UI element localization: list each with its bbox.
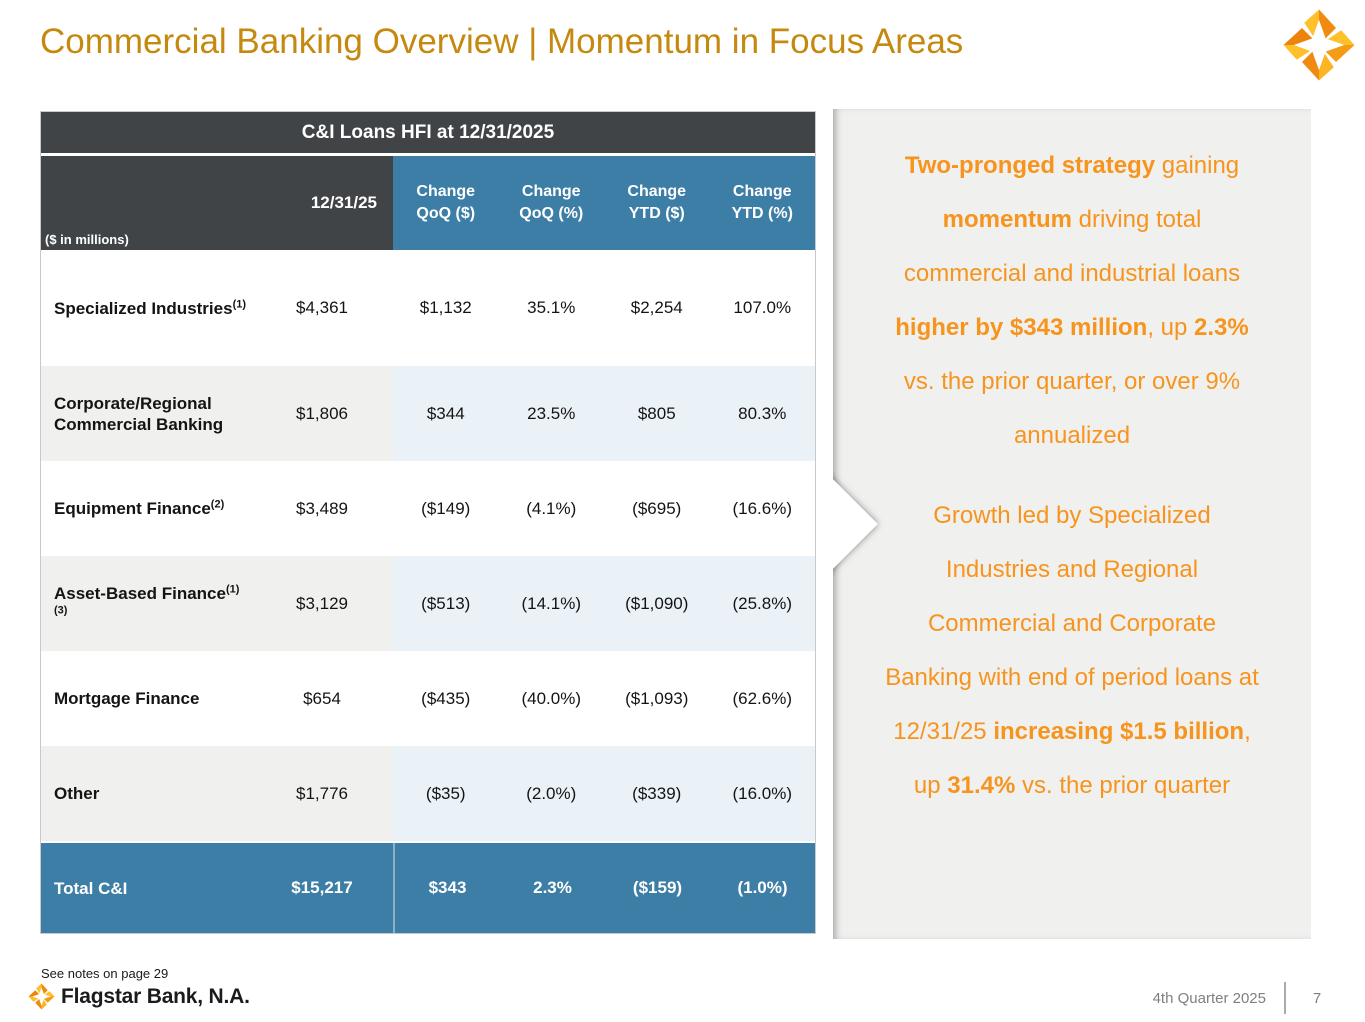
row-value: ($339) xyxy=(604,746,710,841)
footer-right xyxy=(1080,982,1330,1014)
table-row xyxy=(41,366,815,461)
ci-loans-table xyxy=(40,111,816,934)
row-value: 80.3% xyxy=(710,366,816,461)
commentary-panel xyxy=(833,109,1311,939)
row-label-text: Equipment Finance$^{(2)}$ xyxy=(54,498,225,518)
row-label xyxy=(41,366,251,461)
total-value: $343 xyxy=(393,843,500,933)
divider xyxy=(1284,982,1286,1014)
row-value: ($35) xyxy=(393,746,499,841)
callout-regular-text: Growth led by Specialized Industries and Regional Commercial and Corporate Banking with end of period loans at 12/31/25 xyxy=(885,502,1259,745)
table-row xyxy=(41,461,815,556)
row-label xyxy=(41,651,251,746)
column-header-line: QoQ ($) xyxy=(416,205,476,222)
table-row xyxy=(41,651,815,746)
row-value: $3,489 xyxy=(296,498,348,518)
row-label-text: Corporate/Regional Commercial Banking xyxy=(54,393,224,434)
flagstar-star-icon xyxy=(1282,8,1356,82)
row-value: (2.0%) xyxy=(499,746,605,841)
column-header-ytd-pct xyxy=(710,156,816,250)
row-value: ($435) xyxy=(421,688,471,708)
table-total-row xyxy=(41,843,815,933)
table-header-left xyxy=(41,156,393,250)
row-value: $3,129 xyxy=(251,556,393,651)
row-value: ($1,093) xyxy=(625,688,689,708)
total-value: (1.0%) xyxy=(737,878,788,897)
table-row xyxy=(41,556,815,651)
row-label-text: Mortgage Finance xyxy=(54,689,200,708)
row-value: ($149) xyxy=(421,498,471,518)
callout-bold-text: 31.4% xyxy=(947,772,1016,799)
callout-text xyxy=(833,109,1311,813)
row-label-text: Other xyxy=(54,784,100,803)
page-number: 7 xyxy=(1312,989,1322,1007)
callout-paragraph xyxy=(883,139,1261,463)
table-row xyxy=(41,250,815,366)
column-header-line: Change xyxy=(416,183,476,200)
row-label-footnote-ref: (2) xyxy=(210,498,225,511)
column-header-line: YTD (%) xyxy=(731,205,793,222)
callout-bold-text: higher by $343 million xyxy=(895,314,1148,341)
row-label xyxy=(41,250,251,366)
row-value: ($695) xyxy=(632,498,682,518)
row-value: (40.0%) xyxy=(521,688,582,708)
table-body xyxy=(41,250,815,841)
row-value: (16.6%) xyxy=(732,498,793,518)
column-header-line: Change xyxy=(521,183,581,200)
row-value: (4.1%) xyxy=(526,498,577,518)
table-row xyxy=(41,746,815,841)
column-header-qoq-pct xyxy=(499,156,605,250)
callout-regular-text: gaining xyxy=(1155,152,1240,179)
callout-bold-text: momentum xyxy=(942,206,1072,233)
callout-regular-text: vs. the prior quarter, or over 9% annualized xyxy=(903,368,1241,449)
column-header-ytd-dollar xyxy=(604,156,710,250)
brand-name: Flagstar Bank, N.A. xyxy=(61,984,250,1008)
total-label: Total C&I xyxy=(54,878,128,898)
callout-regular-text: , up xyxy=(913,718,1251,799)
table-header xyxy=(41,156,815,250)
row-value: (62.6%) xyxy=(732,688,793,708)
column-header-line: YTD ($) xyxy=(628,205,685,222)
callout-regular-text: , up xyxy=(1147,314,1195,341)
callout-bold-text: Two-pronged strategy xyxy=(904,152,1156,179)
total-value: 2.3% xyxy=(533,878,572,897)
row-label-text: Specialized Industries$^{(1)}$ xyxy=(54,297,247,318)
total-value: $15,217 xyxy=(291,878,353,897)
callout-bold-text: increasing $1.5 billion xyxy=(993,718,1245,745)
footnote: See notes on page 29 xyxy=(41,966,169,981)
brand-lockup xyxy=(28,983,250,1010)
row-value: $344 xyxy=(393,366,499,461)
table-title: C&I Loans HFI at 12/31/2025 xyxy=(41,112,815,153)
row-label-text: Asset-Based Finance$^{(1)(3)}$ xyxy=(54,582,240,616)
row-value: 23.5% xyxy=(499,366,605,461)
row-value: ($513) xyxy=(393,556,499,651)
row-label-footnote-ref: (1)(3) xyxy=(54,582,240,616)
callout-regular-text: driving total commercial and industrial loans xyxy=(903,206,1241,287)
total-value: ($159) xyxy=(632,878,683,897)
column-header-date: 12/31/25 xyxy=(310,193,377,212)
row-value: $654 xyxy=(303,688,341,708)
row-value: (16.0%) xyxy=(710,746,816,841)
row-value: ($1,090) xyxy=(604,556,710,651)
row-value: $1,776 xyxy=(251,746,393,841)
column-header-line: Change xyxy=(732,183,792,200)
callout-regular-text: vs. the prior quarter xyxy=(1015,772,1231,799)
row-value: 35.1% xyxy=(527,298,576,317)
page-title: Commercial Banking Overview | Momentum in Focus Areas xyxy=(40,22,964,61)
report-period: 4th Quarter 2025 xyxy=(1152,989,1266,1007)
unit-note: ($ in millions) xyxy=(45,232,129,247)
row-value: $1,806 xyxy=(251,366,393,461)
row-value: $4,361 xyxy=(296,298,348,317)
column-header-line: QoQ (%) xyxy=(519,205,584,222)
row-value: $1,132 xyxy=(419,298,472,317)
row-label xyxy=(41,461,251,556)
column-header-qoq-dollar xyxy=(393,156,499,250)
row-label xyxy=(41,556,251,651)
row-value: $2,254 xyxy=(630,298,683,317)
flagstar-star-icon-small xyxy=(28,983,55,1010)
callout-bold-text: 2.3% xyxy=(1194,314,1249,341)
row-label xyxy=(41,746,251,841)
callout-paragraph xyxy=(883,489,1261,813)
column-header-line: Change xyxy=(627,183,687,200)
row-value: (14.1%) xyxy=(499,556,605,651)
row-value: (25.8%) xyxy=(710,556,816,651)
row-value: $805 xyxy=(604,366,710,461)
table-header-change xyxy=(393,156,815,250)
row-label-footnote-ref: (1) xyxy=(232,297,247,310)
row-value: 107.0% xyxy=(733,298,792,317)
